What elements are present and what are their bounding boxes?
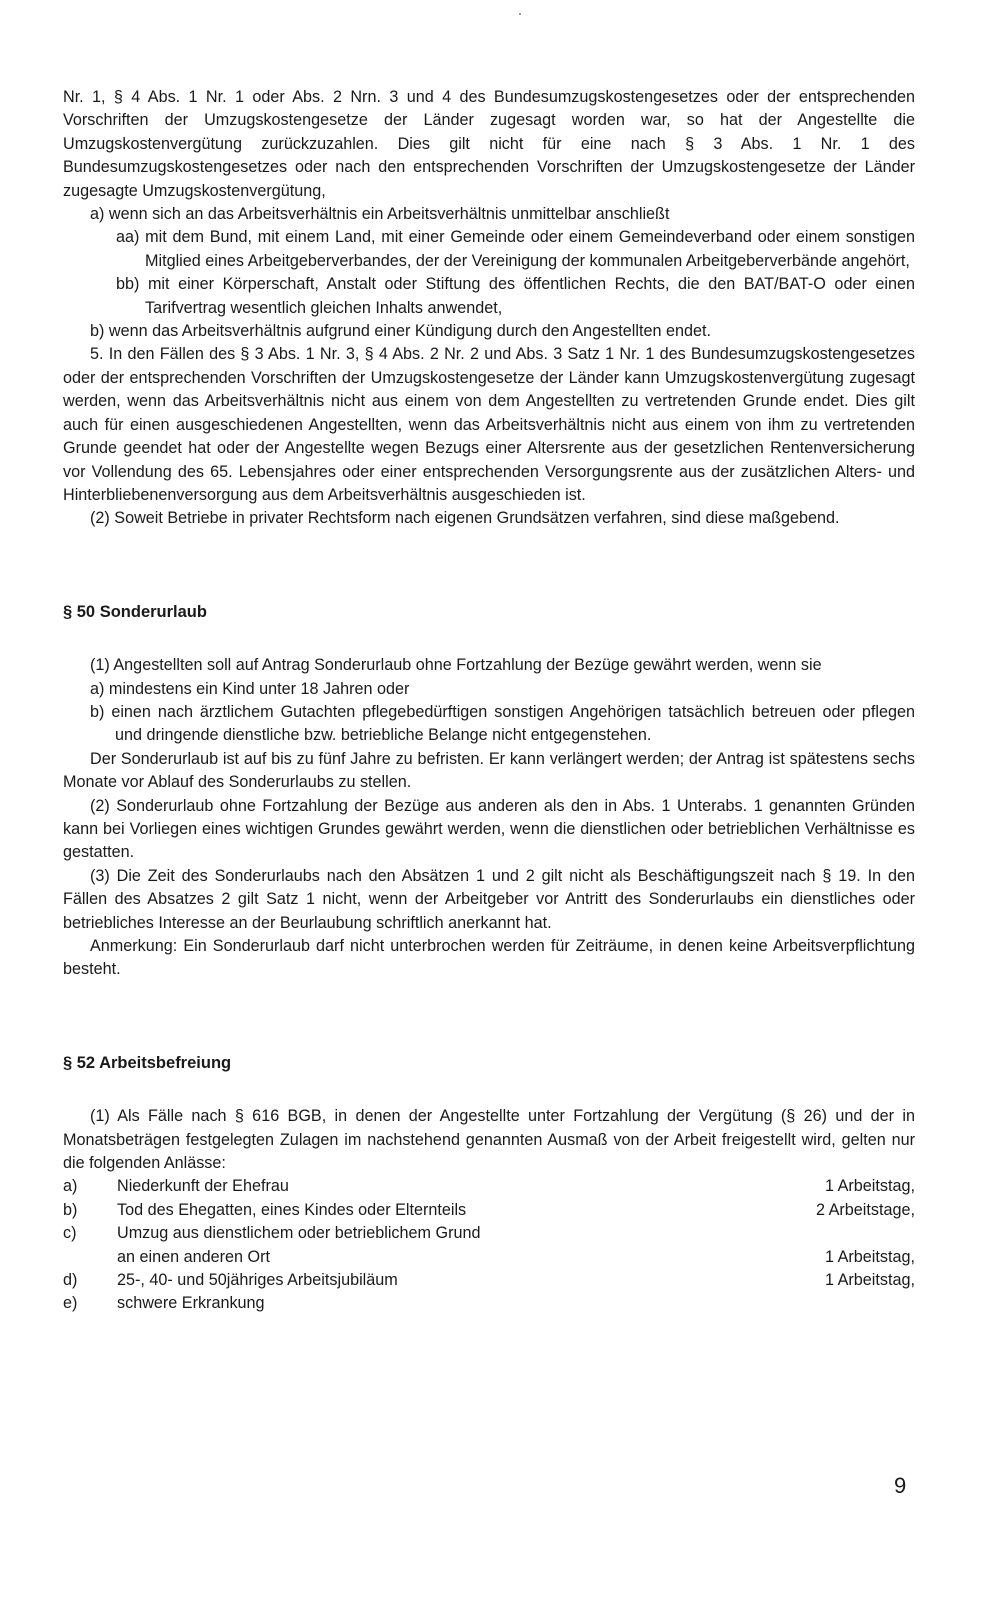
list-item-value: 2 Arbeitstage, bbox=[816, 1200, 915, 1219]
s50-continuation: Der Sonderurlaub ist auf bis zu fünf Jahre zu befristen. Er kann verlängert werden; der Antrag ist spätestens sechs Monate vor Ablauf des Sonderurlaubs zu stellen. bbox=[63, 749, 915, 792]
list-item bbox=[63, 1222, 915, 1245]
intro-item-bb: bb) mit einer Körperschaft, Anstalt oder Stiftung des öffentlichen Rechts, die den BAT/BAT-O oder einen Tarifvertrag wesentlich gleichen Inhalts anwendet, bbox=[116, 275, 915, 317]
s50-note: Anmerkung: Ein Sonderurlaub darf nicht unterbrochen werden für Zeiträume, in denen keine Arbeitsverpflichtung besteht. bbox=[63, 937, 915, 979]
s50-paragraph-1: (1) Angestellten soll auf Antrag Sonderurlaub ohne Fortzahlung der Bezüge gewährt werden, wenn sie bbox=[90, 656, 822, 675]
page-number: 9 bbox=[894, 1473, 907, 1498]
intro-item-b: b) wenn das Arbeitsverhältnis aufgrund einer Kündigung durch den Angestellten endet. bbox=[90, 322, 711, 341]
list-item-text: Niederkunft der Ehefrau bbox=[117, 1177, 289, 1196]
s50-paragraph-2: (2) Sonderurlaub ohne Fortzahlung der Bezüge aus anderen als den in Abs. 1 Unterabs. 1 genannten Gründen kann bei Vorliegen eines wichtigen Grundes gewährt werden, wenn die dienstlichen oder betrieblichen Verhältnisse es gestatten. bbox=[63, 796, 915, 862]
section-52-heading: § 52 Arbeitsbefreiung bbox=[63, 1053, 232, 1072]
list-item-text: Tod des Ehegatten, eines Kindes oder Elternteils bbox=[117, 1200, 467, 1219]
s50-item-b: b) einen nach ärztlichem Gutachten pflegebedürftigen sonstigen Angehörigen tatsächlich betreuen oder pflegen und dringende dienstliche bzw. betriebliche Belange nicht entgegenstehen. bbox=[90, 702, 915, 745]
s52-paragraph-1: (1) Als Fälle nach § 616 BGB, in denen der Angestellte unter Fortzahlung der Vergütung (§ 26) und der in Monatsbeträgen festgelegten Zulagen im nachstehend genannten Ausmaß von der Arbeit freigestellt wird, gelten nur die folgenden Anlässe: bbox=[63, 1107, 915, 1173]
s52-list bbox=[63, 1175, 915, 1315]
list-item bbox=[63, 1175, 915, 1198]
list-item bbox=[63, 1246, 915, 1269]
list-item-label: d) bbox=[63, 1271, 78, 1290]
list-item-label: e) bbox=[63, 1294, 78, 1313]
list-item bbox=[63, 1269, 915, 1292]
section-50-heading: § 50 Sonderurlaub bbox=[63, 602, 207, 621]
intro-item-aa: aa) mit dem Bund, mit einem Land, mit einer Gemeinde oder einem Gemeindeverband oder einem sonstigen Mitglied eines Arbeitgeberverbandes, der der Vereinigung der kommunalen Arbeitgeberverbände angehört, bbox=[116, 228, 915, 270]
list-item-text: 25-, 40- und 50jähriges Arbeitsjubiläum bbox=[117, 1271, 398, 1290]
s50-paragraph-3: (3) Die Zeit des Sonderurlaubs nach den Absätzen 1 und 2 gilt nicht als Beschäftigungszeit nach § 19. In den Fällen des Absatzes 2 gilt Satz 1 nicht, wenn der Arbeitgeber vor Antritt des Sonderurlaubs ein dienstliches oder betriebliches Interesse an der Beurlaubung schriftlich anerkannt hat. bbox=[63, 866, 915, 932]
list-item-text: an einen anderen Ort bbox=[117, 1247, 270, 1266]
document-page bbox=[63, 86, 915, 1316]
list-item bbox=[63, 1199, 915, 1222]
list-item-text: schwere Erkrankung bbox=[117, 1294, 265, 1313]
intro-item-a: a) wenn sich an das Arbeitsverhältnis ein Arbeitsverhältnis unmittelbar anschließt bbox=[90, 205, 670, 224]
list-item-label: b) bbox=[63, 1200, 78, 1219]
list-item-value: 1 Arbeitstag, bbox=[825, 1271, 915, 1290]
s50-item-a: a) mindestens ein Kind unter 18 Jahren oder bbox=[90, 679, 410, 698]
list-item-value: 1 Arbeitstag, bbox=[825, 1177, 915, 1196]
list-item-value: 1 Arbeitstag, bbox=[825, 1247, 915, 1266]
scan-speck bbox=[519, 13, 521, 15]
list-item-text: Umzug aus dienstlichem oder betrieblichem Grund bbox=[117, 1224, 481, 1243]
list-item bbox=[63, 1292, 915, 1315]
intro-paragraph-2: (2) Soweit Betriebe in privater Rechtsform nach eigenen Grundsätzen verfahren, sind diese maßgebend. bbox=[90, 509, 840, 528]
list-item-label: c) bbox=[63, 1224, 77, 1243]
intro-point-5: 5. In den Fällen des § 3 Abs. 1 Nr. 3, § 4 Abs. 2 Nr. 2 und Abs. 3 Satz 1 Nr. 1 des Bundesumzugskostengesetzes oder der entsprechenden Vorschriften der Umzugskostengesetze der Länder kann Umzugskostenvergütung zugesagt werden, wenn das Arbeitsverhältnis nicht aus einem von dem Angestellten zu vertretenden Grunde endet. Dies gilt auch für einen ausgeschiedenen Angestellten, wenn das Arbeitsverhältnis nicht aus einem von ihm zu vertretenden Grunde geendet hat oder der Angestellte wegen Bezugs einer Altersrente aus der gesetzlichen Rentenversicherung vor Vollendung des 65. Lebensjahres oder einer entsprechenden Versorgungsrente aus der zusätzlichen Alters- und Hinterbliebenenversorgung aus dem Arbeitsverhältnis ausgeschieden ist. bbox=[63, 345, 915, 504]
intro-paragraph: Nr. 1, § 4 Abs. 1 Nr. 1 oder Abs. 2 Nrn. 3 und 4 des Bundesumzugskostengesetzes oder der entsprechenden Vorschriften der Umzugskostengesetze der Länder zugesagt worden war, so hat der Angestellte die Umzugskostenvergütung zurückzuzahlen. Dies gilt nicht für eine nach § 3 Abs. 1 Nr. 1 des Bundesumzugskostengesetzes oder nach den entsprechenden Vorschriften der Umzugskostengesetze der Länder zugesagte Umzugskostenvergütung, bbox=[63, 88, 915, 200]
list-item-label: a) bbox=[63, 1177, 78, 1196]
